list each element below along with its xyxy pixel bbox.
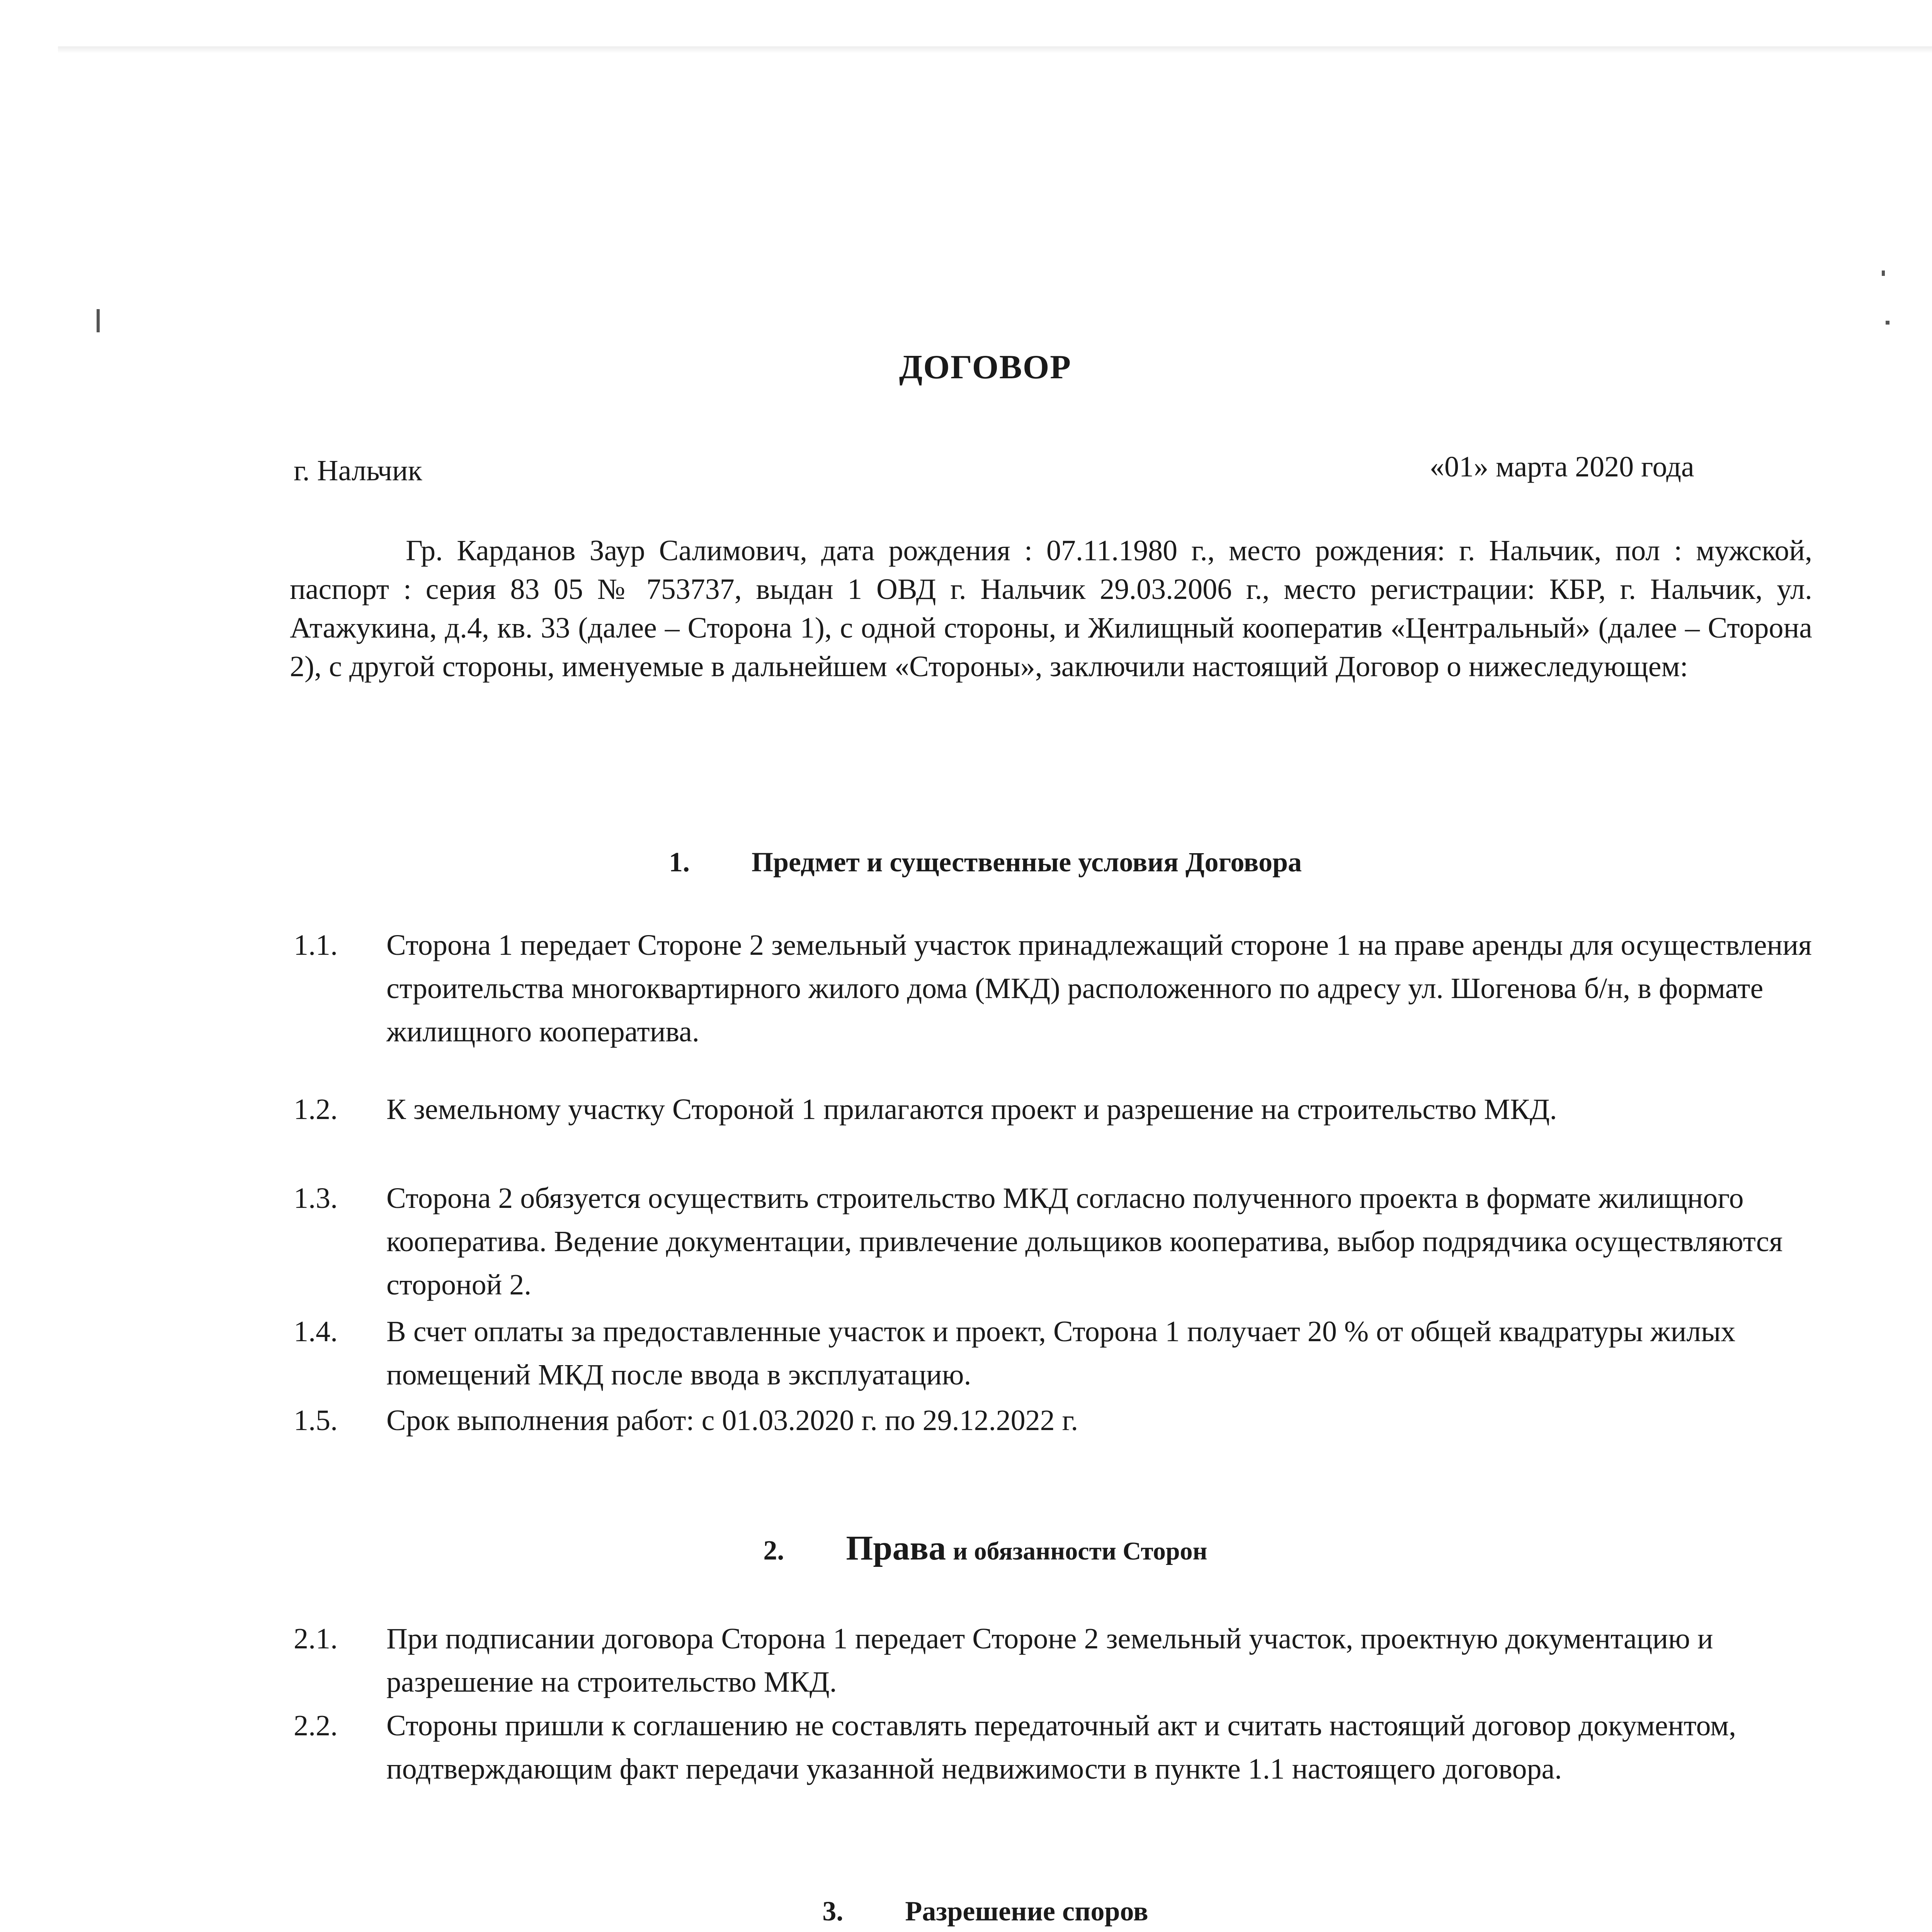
clause-number: 1.3. bbox=[294, 1182, 338, 1214]
clause-text: В счет оплаты за предоставленные участок и проект, Сторона 1 получает 20 % от общей квадратуры жилых помещений МКД после ввода в эксплуатацию. bbox=[386, 1315, 1736, 1391]
clause-number: 1.1. bbox=[294, 929, 338, 961]
clause bbox=[294, 923, 1820, 1053]
clause bbox=[294, 1088, 1820, 1131]
clause-text: При подписании договора Сторона 1 передает Стороне 2 земельный участок, проектную документацию и разрешение на строительство МКД. bbox=[386, 1622, 1713, 1698]
section-heading bbox=[0, 846, 1932, 878]
clause bbox=[294, 1399, 1820, 1442]
document-date: «01» марта 2020 года bbox=[1430, 451, 1694, 483]
clause-text: Стороны пришли к соглашению не составлять передаточный акт и считать настоящий договор документом, подтверждающим факт передачи указанной недвижимости в пункте 1.1 настоящего договора. bbox=[386, 1709, 1736, 1785]
clause-text: Срок выполнения работ: с 01.03.2020 г. по 29.12.2022 г. bbox=[386, 1404, 1078, 1437]
clause-text: Сторона 1 передает Стороне 2 земельный участок принадлежащий стороне 1 на праве аренды для осуществления строительства многоквартирного жилого дома (МКД) расположенного по адресу ул. Шогенова б/н, в формате жилищного кооператива. bbox=[386, 929, 1812, 1048]
clause bbox=[294, 1177, 1820, 1306]
clause-text: Сторона 2 обязуется осуществить строительство МКД согласно полученного проекта в формате жилищного кооператива. Ведение документации, привлечение дольщиков кооператива, выбор подрядчика осуществляются стороной 2. bbox=[386, 1182, 1783, 1301]
clause-number: 1.5. bbox=[294, 1404, 338, 1437]
clause bbox=[294, 1310, 1820, 1396]
section-heading bbox=[0, 1528, 1932, 1568]
section-title: Предмет и существенные условия Договора bbox=[751, 847, 1302, 878]
clause-number: 2.1. bbox=[294, 1622, 338, 1655]
document-place: г. Нальчик bbox=[294, 454, 422, 487]
scan-shadow bbox=[58, 46, 1932, 53]
clause-text: К земельному участку Стороной 1 прилагаются проект и разрешение на строительство МКД. bbox=[386, 1093, 1557, 1126]
intro-paragraph: Гр. Карданов Заур Салимович, дата рождения : 07.11.1980 г., место рождения: г. Нальчик, пол : мужской, паспорт : серия 83 05 № 753737, выдан 1 ОВД г. Нальчик 29.03.2006 г., место регистрации: КБР, г. Нальчик, ул. Атажукина, д.4, кв. 33 (далее – Сторона 1), с одной стороны, и Жилищный кооператив «Центральный» (далее – Сторона 2), с другой стороны, именуемые в дальнейшем «Стороны», заключили настоящий Договор о нижеследующем: bbox=[290, 534, 1812, 683]
section-title-main: Права bbox=[846, 1529, 946, 1567]
clause-number: 1.2. bbox=[294, 1093, 338, 1126]
section-number: 1. bbox=[668, 847, 690, 878]
section-number: 2. bbox=[763, 1535, 784, 1566]
section-heading bbox=[0, 1895, 1932, 1927]
clause bbox=[294, 1617, 1820, 1704]
section-number: 3. bbox=[822, 1896, 844, 1927]
clause bbox=[294, 1704, 1820, 1791]
document-title: ДОГОВОР bbox=[899, 349, 1072, 386]
scan-speck bbox=[1882, 270, 1885, 276]
scan-speck bbox=[97, 309, 100, 332]
clause-number: 2.2. bbox=[294, 1709, 338, 1742]
section-title-rest: и обязанности Сторон bbox=[953, 1537, 1208, 1565]
section-title: Разрешение споров bbox=[905, 1896, 1148, 1927]
clause-number: 1.4. bbox=[294, 1315, 338, 1348]
scan-speck bbox=[1886, 321, 1889, 325]
